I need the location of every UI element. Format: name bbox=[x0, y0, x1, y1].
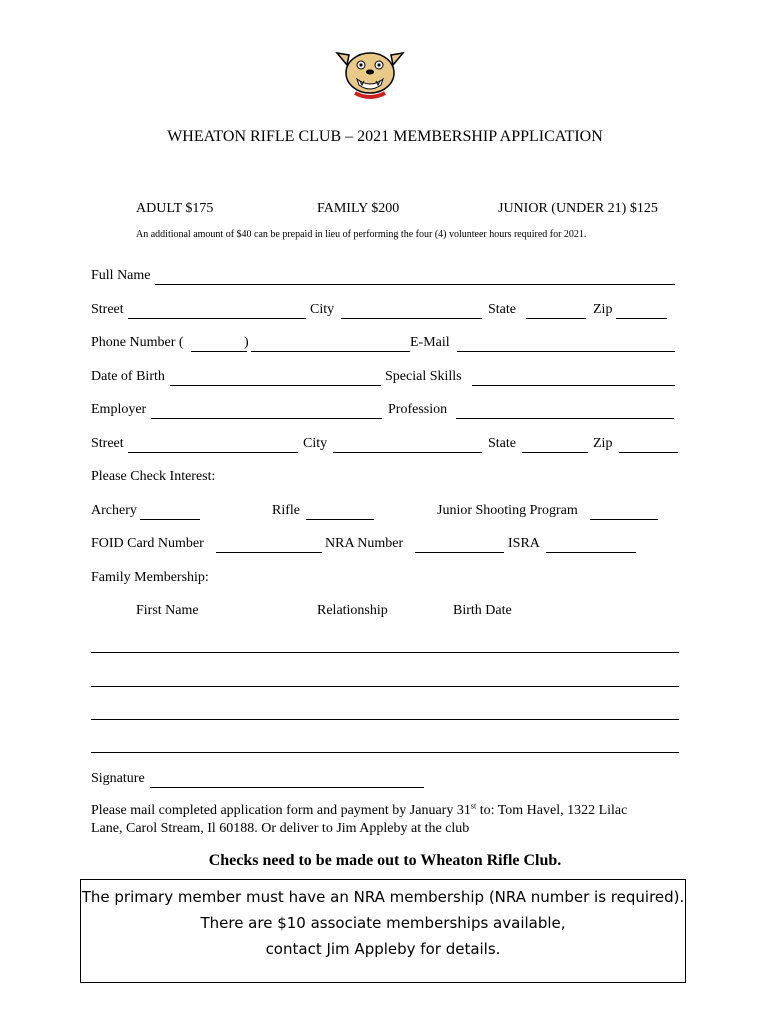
junior-program-label: Junior Shooting Program bbox=[437, 503, 578, 518]
phone-label: Phone Number ( bbox=[91, 335, 184, 350]
rifle-label: Rifle bbox=[272, 503, 300, 518]
date-of-birth-label: Date of Birth bbox=[91, 369, 165, 384]
notice-line-2: There are $10 associate memberships available, bbox=[200, 914, 566, 932]
family-col-birth-date: Birth Date bbox=[453, 603, 512, 618]
phone-area-code-field[interactable] bbox=[191, 351, 247, 352]
profession-label: Profession bbox=[388, 402, 448, 417]
state-label: State bbox=[488, 302, 516, 317]
rifle-field[interactable] bbox=[306, 519, 374, 520]
mail-instructions-line1 bbox=[91, 803, 627, 819]
employer-city-label: City bbox=[303, 436, 328, 451]
special-skills-label: Special Skills bbox=[385, 369, 462, 384]
employer-label: Employer bbox=[91, 402, 147, 417]
notice-line-1: The primary member must have an NRA membership (NRA number is required). bbox=[81, 888, 685, 906]
zip-label: Zip bbox=[593, 302, 613, 317]
nra-notice-box bbox=[80, 879, 686, 983]
mail-line1-post: to: Tom Havel, 1322 Lilac bbox=[476, 803, 628, 818]
date-of-birth-field[interactable] bbox=[170, 385, 381, 386]
fee-junior: JUNIOR (UNDER 21) $125 bbox=[498, 201, 658, 216]
employer-zip-label: Zip bbox=[593, 436, 613, 451]
city-field[interactable] bbox=[341, 318, 482, 319]
employer-zip-field[interactable] bbox=[619, 452, 678, 453]
notice-line-3: contact Jim Appleby for details. bbox=[265, 940, 501, 958]
isra-label: ISRA bbox=[508, 536, 540, 551]
employer-field[interactable] bbox=[151, 418, 382, 419]
full-name-label: Full Name bbox=[91, 268, 151, 283]
mail-instructions-line2: Lane, Carol Stream, Il 60188. Or deliver to Jim Appleby at the club bbox=[91, 821, 470, 836]
special-skills-field[interactable] bbox=[472, 385, 675, 386]
junior-program-field[interactable] bbox=[590, 519, 658, 520]
family-row-4[interactable] bbox=[91, 752, 679, 753]
family-col-first-name: First Name bbox=[136, 603, 199, 618]
family-col-relationship: Relationship bbox=[317, 603, 388, 618]
employer-city-field[interactable] bbox=[333, 452, 482, 453]
phone-close-paren: ) bbox=[244, 335, 249, 350]
foid-field[interactable] bbox=[216, 552, 322, 553]
form-title: WHEATON RIFLE CLUB – 2021 MEMBERSHIP APPLICATION bbox=[167, 128, 603, 145]
fee-note: An additional amount of $40 can be prepaid in lieu of performing the four (4) volunteer hours required for 2021. bbox=[136, 229, 587, 240]
archery-field[interactable] bbox=[140, 519, 200, 520]
fee-adult: ADULT $175 bbox=[136, 201, 214, 216]
isra-field[interactable] bbox=[546, 552, 636, 553]
mail-line1-pre: Please mail completed application form and payment by January 31 bbox=[91, 803, 471, 818]
archery-label: Archery bbox=[91, 503, 137, 518]
employer-street-label: Street bbox=[91, 436, 124, 451]
mail-line1-sup: st bbox=[470, 801, 477, 811]
employer-state-field[interactable] bbox=[522, 452, 588, 453]
family-row-2[interactable] bbox=[91, 686, 679, 687]
city-label: City bbox=[310, 302, 335, 317]
zip-field[interactable] bbox=[616, 318, 667, 319]
interest-heading: Please Check Interest: bbox=[91, 469, 216, 484]
street-label: Street bbox=[91, 302, 124, 317]
phone-number-field[interactable] bbox=[251, 351, 410, 352]
signature-label: Signature bbox=[91, 771, 145, 786]
signature-field[interactable] bbox=[150, 787, 424, 788]
bulldog-logo-icon bbox=[333, 43, 407, 103]
state-field[interactable] bbox=[526, 318, 586, 319]
family-heading: Family Membership: bbox=[91, 570, 209, 585]
employer-state-label: State bbox=[488, 436, 516, 451]
employer-street-field[interactable] bbox=[128, 452, 298, 453]
foid-label: FOID Card Number bbox=[91, 536, 204, 551]
nra-number-label: NRA Number bbox=[325, 536, 404, 551]
nra-number-field[interactable] bbox=[415, 552, 504, 553]
email-label: E-Mail bbox=[410, 335, 450, 350]
email-field[interactable] bbox=[457, 351, 675, 352]
street-field[interactable] bbox=[128, 318, 306, 319]
fee-family: FAMILY $200 bbox=[317, 201, 400, 216]
family-row-1[interactable] bbox=[91, 652, 679, 653]
profession-field[interactable] bbox=[456, 418, 674, 419]
family-row-3[interactable] bbox=[91, 719, 679, 720]
full-name-field[interactable] bbox=[155, 284, 675, 285]
checks-note: Checks need to be made out to Wheaton Rifle Club. bbox=[208, 852, 562, 869]
